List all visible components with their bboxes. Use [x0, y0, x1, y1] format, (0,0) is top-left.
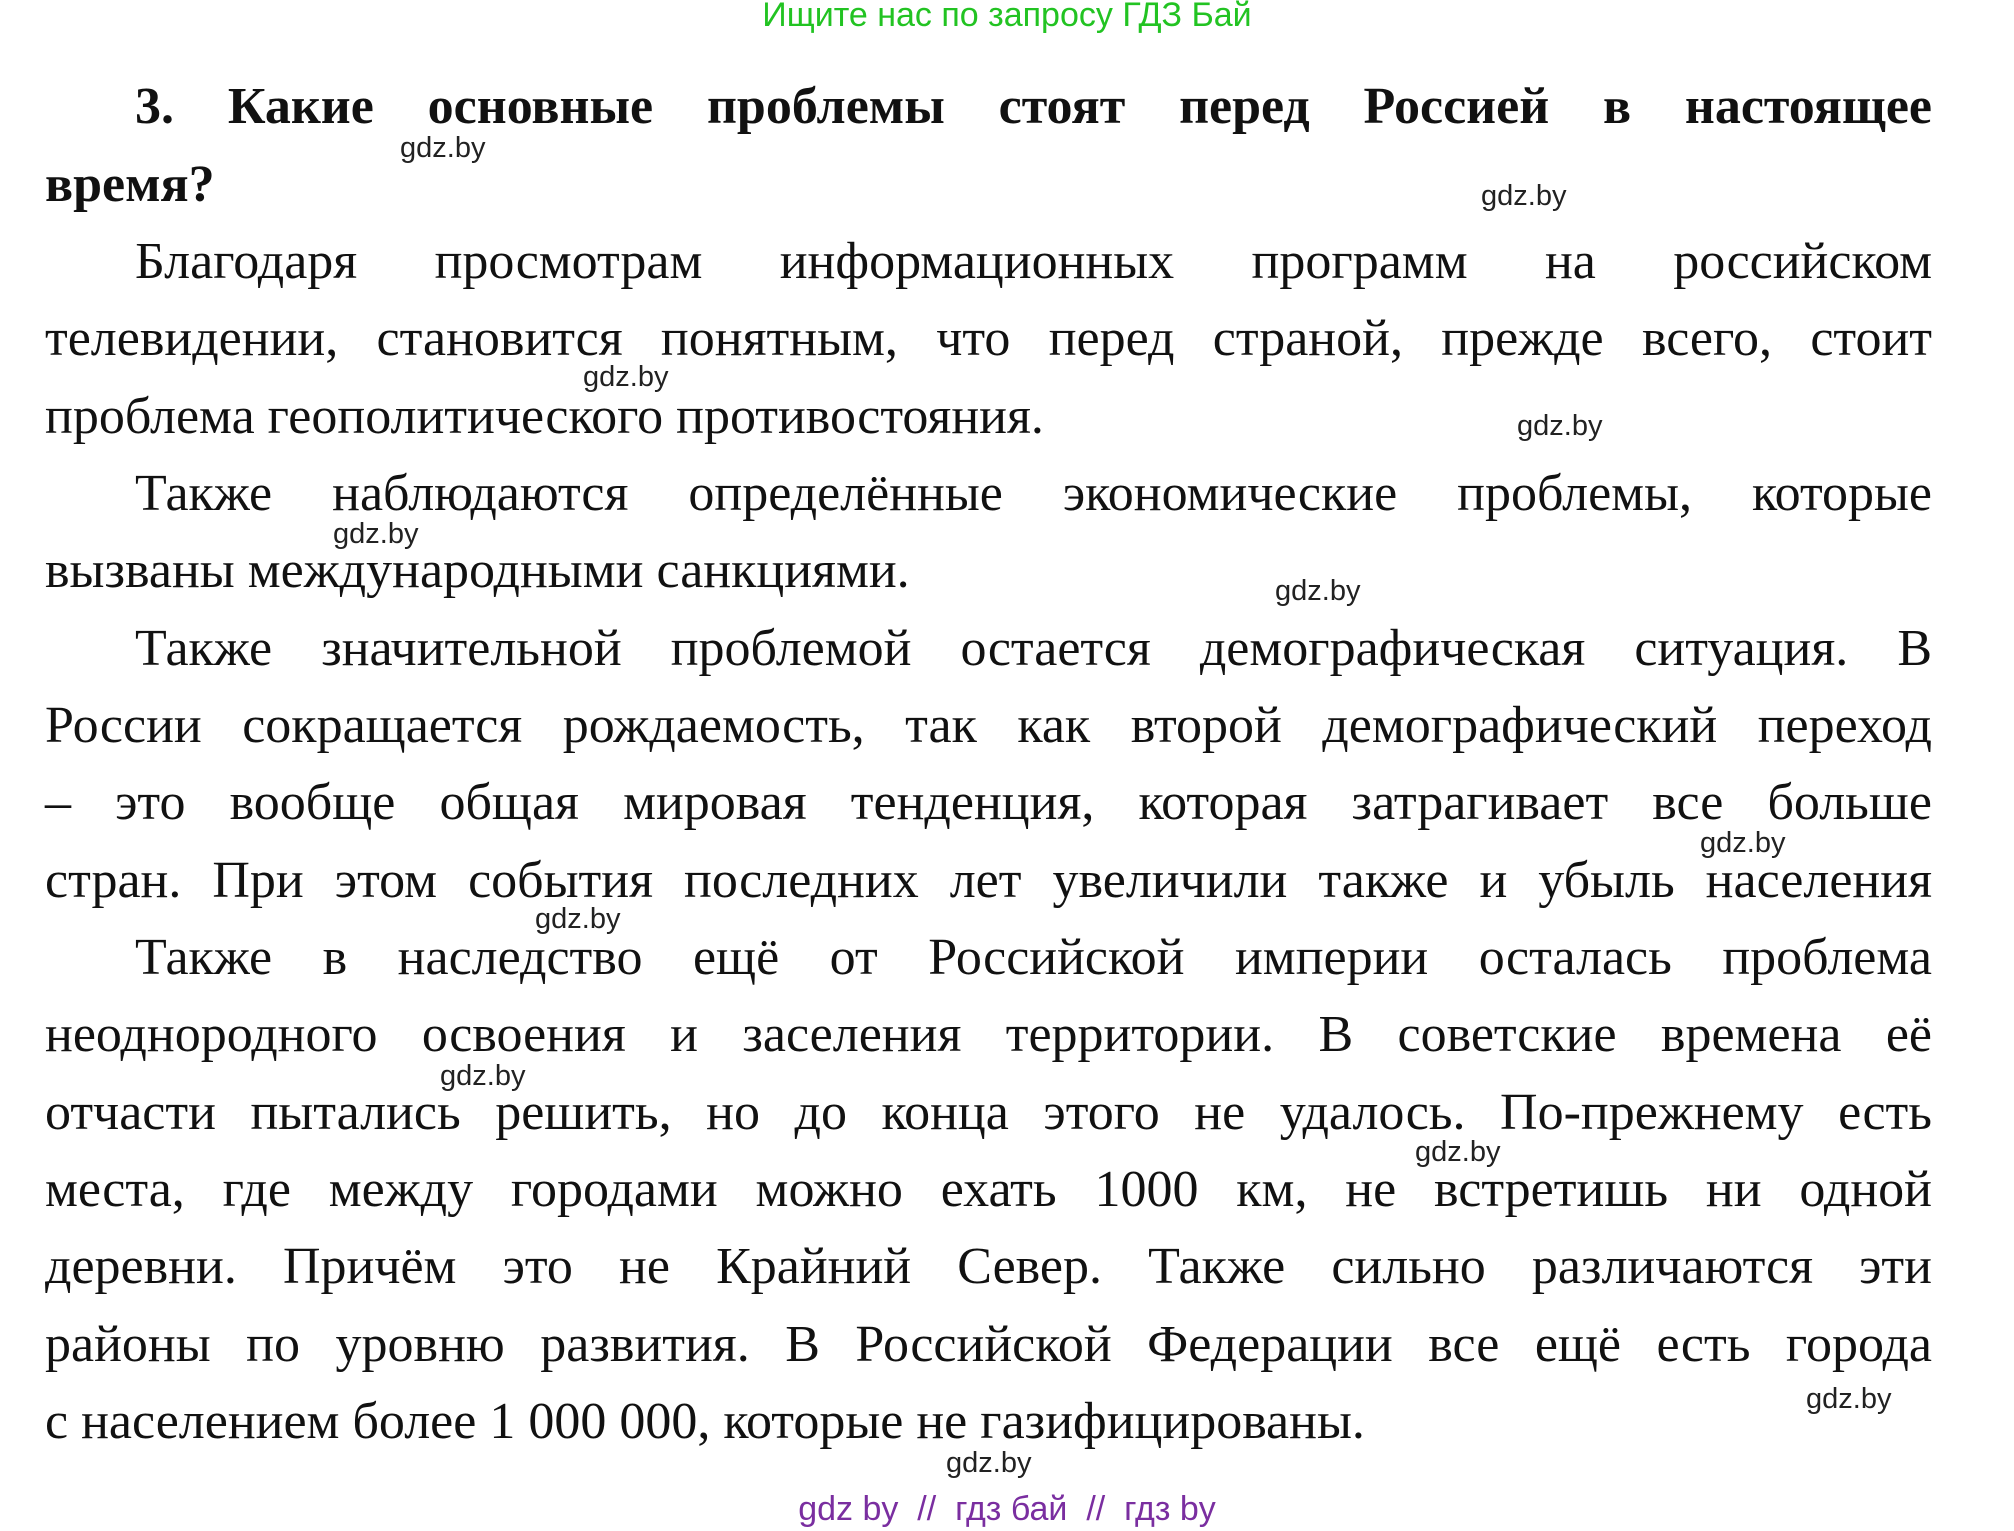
answer-line: стран. При этом события последних лет увеличили также и убыль населения	[45, 852, 1932, 909]
answer-line: вызваны международными санкциями.	[45, 542, 910, 599]
answer-line: районы по уровню развития. В Российской Федерации все ещё есть города	[45, 1316, 1932, 1373]
answer-line: Также в наследство ещё от Российской империи осталась проблема	[135, 929, 1932, 986]
answer-line: проблема геополитического противостояния.	[45, 388, 1044, 445]
watermark: gdz.by	[583, 361, 669, 393]
answer-line: места, где между городами можно ехать 1000 км, не встретишь ни одной	[45, 1161, 1932, 1218]
watermark: gdz.by	[946, 1447, 1032, 1479]
answer-line: неоднородного освоения и заселения территории. В советские времена её	[45, 1006, 1932, 1063]
answer-line: – это вообще общая мировая тенденция, которая затрагивает все больше	[45, 774, 1932, 831]
watermark: gdz.by	[440, 1060, 526, 1092]
answer-line: Благодаря просмотрам информационных программ на российском	[135, 233, 1932, 290]
watermark: gdz.by	[1275, 575, 1361, 607]
answer-line: Также наблюдаются определённые экономические проблемы, которые	[135, 465, 1932, 522]
watermark: gdz.by	[333, 518, 419, 550]
answer-line: Также значительной проблемой остается демографическая ситуация. В	[135, 620, 1932, 677]
answer-line: с населением более 1 000 000, которые не газифицированы.	[45, 1393, 1365, 1450]
answer-line: отчасти пытались решить, но до конца этого не удалось. По-прежнему есть	[45, 1084, 1932, 1141]
answer-line: России сокращается рождаемость, так как второй демографический переход	[45, 697, 1932, 754]
watermark: gdz.by	[1415, 1136, 1501, 1168]
watermark: gdz.by	[1517, 410, 1603, 442]
question-title-line-1: 3. Какие основные проблемы стоят перед Россией в настоящее	[135, 78, 1932, 135]
watermark: gdz.by	[400, 132, 486, 164]
watermark: gdz.by	[535, 903, 621, 935]
watermark: gdz.by	[1700, 827, 1786, 859]
answer-line: телевидении, становится понятным, что перед страной, прежде всего, стоит	[45, 310, 1932, 367]
search-banner: Ищите нас по запросу ГДЗ Бай	[762, 0, 1252, 34]
watermark: gdz.by	[1481, 180, 1567, 212]
watermark: gdz.by	[1806, 1383, 1892, 1415]
question-title-line-2: время?	[45, 156, 215, 213]
footer-links: gdz by // гдз бай // гдз by	[798, 1490, 1216, 1528]
answer-line: деревни. Причём это не Крайний Север. Также сильно различаются эти	[45, 1238, 1932, 1295]
